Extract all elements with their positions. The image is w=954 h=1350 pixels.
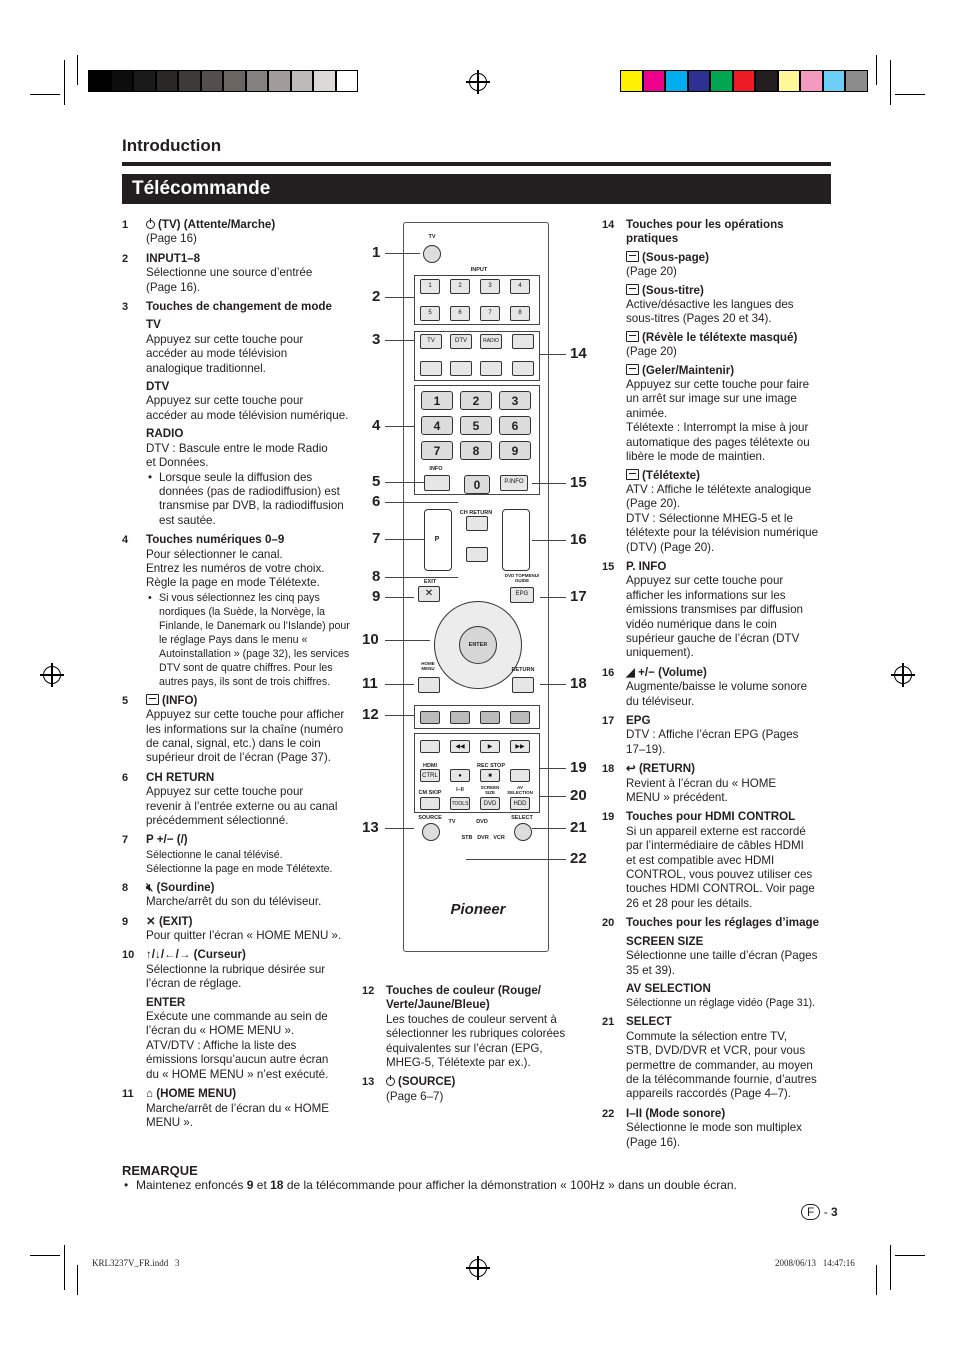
callout-number: 12 <box>362 706 379 723</box>
callout-number: 8 <box>372 568 381 585</box>
dtv-mode-key: DTV <box>450 334 472 349</box>
list-item: 15 P. INFO Appuyez sur cette touche pour afficher les informations sur les émissions transmises par diffusion vidéo numérique dans le coin supérieur gauche de l’écran (DTV uniquement). <box>602 559 803 660</box>
teletext-key <box>512 361 534 376</box>
callout-leader <box>540 768 566 769</box>
blue-key <box>510 711 530 724</box>
digit-key: 3 <box>499 391 531 410</box>
list-item: 22 I–II (Mode sonore) Sélectionne le mode son multiplex (Page 16). <box>602 1106 802 1149</box>
color-swatch <box>688 70 711 92</box>
teletext-icon <box>626 469 639 480</box>
input-key: 2 <box>450 279 470 294</box>
list-item: 19 Touches pour HDMI CONTROL Si un appareil externe est raccordé par l’intermédiaire de câbles HDMI et est compatible avec HDMI CONTROL, vous pouvez utiliser ces touches HDMI CONTROL. Voir page 26 et 28 pour les détails. <box>602 810 815 910</box>
gray-swatch <box>178 70 201 92</box>
page-title: Télécommande <box>122 174 831 204</box>
source-label: SOURCE <box>418 815 442 821</box>
callout-number: 5 <box>372 473 381 490</box>
list-item: 16 ◢ +/− (Volume) Augmente/baisse le volume sonore du téléviseur. <box>602 665 808 708</box>
gray-swatch <box>111 70 134 92</box>
remarque-note: REMARQUE • Maintenez enfoncés 9 et 18 de la télécommande pour afficher la démonstration « 100Hz » dans un double écran. <box>122 1163 737 1192</box>
enter-key: ENTER <box>459 626 497 664</box>
select-vcr-label: VCR <box>493 835 505 841</box>
middle-column <box>362 984 582 1109</box>
i-ii-label: I–II <box>456 787 464 793</box>
input-key: 4 <box>510 279 530 294</box>
list-item: 8 🔇︎ (Sourdine) Marche/arrêt du son du téléviseur. <box>122 880 322 909</box>
return-key <box>512 677 534 693</box>
callout-leader <box>532 540 566 541</box>
digit-key: 0 <box>464 475 490 494</box>
hdmi-label: HDMI <box>422 763 438 769</box>
pinfo-key: P.INFO <box>500 475 528 491</box>
color-swatch <box>845 70 868 92</box>
callout-number: 15 <box>570 474 587 491</box>
home-menu-label: HOME MENU <box>421 661 435 671</box>
pause-key <box>510 769 530 782</box>
input-label: INPUT <box>470 267 488 273</box>
input-key: 3 <box>480 279 500 294</box>
digit-key: 1 <box>421 391 453 410</box>
callout-leader <box>385 297 414 298</box>
stop-key: ■ <box>480 769 500 782</box>
color-swatch <box>778 70 801 92</box>
callout-leader <box>385 640 430 641</box>
mute-icon: 🔇︎ <box>146 880 157 894</box>
input-key: 6 <box>450 306 470 321</box>
callout-leader <box>385 502 458 503</box>
file-info: KRL3237V_FR.indd 3 <box>92 1258 180 1268</box>
list-item: 17 EPG DTV : Affiche l’écran EPG (Pages 17–19). <box>602 714 799 756</box>
callout-leader <box>385 715 414 716</box>
digit-key: 5 <box>460 416 492 435</box>
list-item: 21 SELECT Commute la sélection entre TV, STB, DVD/DVR et VCR, pour vous permettre de commander, au moyen de la télécommande fournie, d’autres appareils raccordés (Page 4–7). <box>602 1015 817 1101</box>
callout-leader <box>385 482 424 483</box>
select-tv-label: TV <box>448 819 456 825</box>
tv-mode-key: TV <box>420 334 442 349</box>
return-label: RETURN <box>511 667 535 673</box>
yellow-key <box>480 711 500 724</box>
input-key: 5 <box>420 306 440 321</box>
subtitle-key <box>420 361 442 376</box>
list-item: 5 (INFO) Appuyez sur cette touche pour afficher les informations sur la chaîne (numéro de canal, signal, etc.) dans le coin supérieur droit de l’écran (Page 37). <box>122 693 345 765</box>
left-column <box>122 218 354 1135</box>
page-number: F - 3 <box>801 1204 851 1220</box>
list-item: 6 CH RETURN Appuyez sur cette touche pour revenir à l’entrée externe ou au canal précédemment sélectionné. <box>122 770 338 827</box>
list-item: 11 ⌂ (HOME MENU) Marche/arrêt de l’écran du « HOME MENU ». <box>122 1087 329 1129</box>
callout-leader <box>385 539 424 540</box>
digit-key: 2 <box>460 391 492 410</box>
hold-icon <box>626 364 639 375</box>
sound-mode-key: TOOLS <box>450 797 470 810</box>
list-item: 4 Touches numériques 0–9 Pour sélectionner le canal. Entrez les numéros de votre choix. Règle la page en mode Télétexte. • Si vous sélectionnez les cinq pays nordiques (la Suède, la Norvège, la Finlande, le Danemark ou l’Islande) pour le réglage Pays dans le menu « Autoinstallation » (page 32), les services DTV sont de quatre chiffres. Pour les autres pays, ils sont de trois chiffres. <box>122 533 354 689</box>
volume-icon: ◢ <box>626 665 639 679</box>
callout-leader <box>385 828 414 829</box>
gray-swatch <box>156 70 179 92</box>
hdmi-power-key <box>420 740 440 753</box>
callout-number: 13 <box>362 819 379 836</box>
gray-swatch <box>88 70 111 92</box>
select-label: SELECT <box>511 815 533 821</box>
power-button <box>423 245 441 263</box>
callout-leader <box>540 796 566 797</box>
gray-swatch <box>336 70 359 92</box>
callout-number: 22 <box>570 850 587 867</box>
digit-key: 7 <box>421 441 453 460</box>
reveal-icon <box>626 331 639 342</box>
callout-number: 17 <box>570 588 587 605</box>
gray-swatch <box>291 70 314 92</box>
av-selection-label: AV SELECTION <box>507 785 533 795</box>
select-button <box>514 823 532 841</box>
gray-swatch <box>246 70 269 92</box>
registration-mark-right <box>894 666 912 684</box>
callout-number: 7 <box>372 530 381 547</box>
list-item: 18 ↩ (RETURN) Revient à l’écran du « HOME MENU » précédent. <box>602 762 777 805</box>
screen-size-key: DVD <box>480 797 500 810</box>
list-item: 12 Touches de couleur (Rouge/ Verte/Jaune/Bleue) Les touches de couleur servent à sélectionner les rubriques colorées équivalentes sur l’écran (EPG, MHEG-5, Télétexte par ex.). <box>362 984 566 1070</box>
play-key: ▶ <box>480 740 500 753</box>
ch-return-key <box>466 516 488 531</box>
exit-key: ✕ <box>418 586 440 602</box>
close-icon: ✕ <box>146 914 159 928</box>
power-icon <box>386 1077 395 1086</box>
reveal-key <box>450 361 472 376</box>
list-item: 14 Touches pour les opérations pratiques (Sous-page) (Page 20) (Sous-titre) Active/désactive les langues des sous-titres (Pages 20 et 34). (Révèle le télétexte masqué) (Page 20) (Geler/Maintenir) Appuyez sur cette touche pour faire un arrêt sur image sur une image animée. Télétexte : Interrompt la mise à jour automatique des pages télétexte ou libère le mode de maintien. (Télétexte) ATV : Affiche le télétexte analogique (Page 20). DTV : Sélectionne MHEG-5 et le télétexte pour la télévision numérique (DTV) (Page 20). <box>602 218 819 554</box>
gray-swatch <box>223 70 246 92</box>
registration-mark-top <box>469 73 487 91</box>
digit-key: 4 <box>421 416 453 435</box>
ctrl-key: CTRL <box>420 769 440 782</box>
select-stb-label: STB <box>461 835 473 841</box>
callout-number: 10 <box>362 631 379 648</box>
ch-return-label: CH RETURN <box>459 510 493 516</box>
list-item: 1 (TV) (Attente/Marche) (Page 16) <box>122 218 276 246</box>
source-button <box>422 823 440 841</box>
right-column <box>602 218 834 1155</box>
color-swatch <box>755 70 778 92</box>
radio-mode-key: RADIO <box>480 334 502 349</box>
list-item: 2 INPUT1–8 Sélectionne une source d’entrée (Page 16). <box>122 251 313 294</box>
info-icon <box>146 694 159 705</box>
callout-number: 16 <box>570 531 587 548</box>
print-date: 2008/06/13 14:47:16 <box>775 1258 855 1268</box>
green-key <box>450 711 470 724</box>
red-key <box>420 711 440 724</box>
input-key: 1 <box>420 279 440 294</box>
callout-number: 1 <box>372 244 381 261</box>
callout-number: 18 <box>570 675 587 692</box>
callout-number: 6 <box>372 493 381 510</box>
callout-number: 19 <box>570 759 587 776</box>
callout-leader <box>385 684 414 685</box>
callout-number: 9 <box>372 588 381 605</box>
dvd-topmenu-label: DVD TOPMENU/ GUIDE <box>504 573 540 583</box>
mute-key <box>466 547 488 562</box>
color-swatch <box>823 70 846 92</box>
callout-leader <box>532 483 566 484</box>
rewind-key: ◀◀ <box>450 740 470 753</box>
callout-leader <box>532 828 566 829</box>
callout-number: 14 <box>570 345 587 362</box>
list-item: 9 ✕ (EXIT) Pour quitter l’écran « HOME MENU ». <box>122 914 342 943</box>
callout-leader <box>385 340 414 341</box>
list-item: 3 Touches de changement de mode TV Appuyez sur cette touche pour accéder au mode télévision analogique traditionnel. DTV Appuyez sur cette touche pour accéder au mode télévision numérique. RADIO DTV : Bascule entre le mode Radio et Données. • Lorsque seule la diffusion des données (pas de radiodiffusion) est transmise par DVB, la radiodiffusion est sautée. <box>122 300 354 528</box>
pioneer-logo: Pioneer <box>450 901 506 918</box>
info-key <box>424 475 450 491</box>
info-label: INFO <box>429 466 443 472</box>
callout-leader <box>466 859 566 860</box>
cm-skip-key <box>420 797 440 810</box>
registration-mark-left <box>43 666 61 684</box>
callout-leader <box>385 577 458 578</box>
callout-leader <box>540 597 566 598</box>
subtitle-icon <box>626 284 639 295</box>
callout-leader <box>385 426 414 427</box>
digit-key: 9 <box>499 441 531 460</box>
epg-key: EPG <box>510 587 534 603</box>
p-label: P <box>434 536 440 543</box>
callout-number: 21 <box>570 819 587 836</box>
gray-swatch <box>313 70 336 92</box>
forward-key: ▶▶ <box>510 740 530 753</box>
input-key: 8 <box>510 306 530 321</box>
subpage-icon <box>626 251 639 262</box>
remarque-title: REMARQUE <box>122 1163 198 1178</box>
select-dvr-label: DVR <box>477 835 489 841</box>
section-title: Introduction <box>122 136 222 155</box>
header-rule <box>122 162 831 166</box>
color-swatch <box>800 70 823 92</box>
digit-key: 8 <box>460 441 492 460</box>
digit-key: 6 <box>499 416 531 435</box>
gray-swatch <box>268 70 291 92</box>
cm-skip-label: CM SKIP <box>418 790 442 796</box>
callout-leader <box>385 597 414 598</box>
record-key: ● <box>450 769 470 782</box>
color-swatch <box>665 70 688 92</box>
select-dvd-label: DVD <box>476 819 488 825</box>
callout-leader <box>540 354 566 355</box>
callout-number: 4 <box>372 417 381 434</box>
callout-number: 11 <box>362 675 378 692</box>
registration-mark-bottom <box>469 1259 487 1277</box>
color-swatch <box>733 70 756 92</box>
remote-control-illustration <box>403 222 549 952</box>
home-icon: ⌂ <box>146 1087 157 1101</box>
volume-rocker <box>502 509 530 571</box>
screen-size-label: SCREEN SIZE <box>480 785 500 795</box>
exit-label: EXIT <box>423 579 437 585</box>
callout-number: 3 <box>372 331 381 348</box>
list-item: 20 Touches pour les réglages d’image SCREEN SIZE Sélectionne une taille d’écran (Pages 35 et 39). AV SELECTION Sélectionne un réglage vidéo (Page 31). <box>602 916 820 1010</box>
power-icon <box>146 220 155 229</box>
rec-stop-label: REC STOP <box>476 763 505 769</box>
list-item: 7 P +/− (/) Sélectionne le canal télévisé. Sélectionne la page en mode Télétexte. <box>122 833 333 875</box>
list-item: 13 (SOURCE) (Page 6–7) <box>362 1075 456 1103</box>
color-swatch <box>643 70 666 92</box>
list-item: 10 ↑/↓/←/→ (Curseur) Sélectionne la rubrique désirée sur l’écran de réglage. ENTER Exécute une commande au sein de l’écran du « HOME MENU ». ATV/DTV : Affiche la liste des émissions lorsqu’aucun autre écran du « HOME MENU » n’est exécuté. <box>122 948 329 1081</box>
callout-leader <box>540 684 566 685</box>
return-icon: ↩ <box>626 762 639 776</box>
av-selection-key: HDD <box>510 797 530 810</box>
callout-number: 20 <box>570 787 587 804</box>
home-menu-key <box>418 677 440 693</box>
hold-key <box>480 361 502 376</box>
subpage-key <box>512 334 534 349</box>
color-swatch <box>620 70 643 92</box>
callout-number: 2 <box>372 288 381 305</box>
gray-swatch <box>133 70 156 92</box>
color-swatch <box>710 70 733 92</box>
input-key: 7 <box>480 306 500 321</box>
gray-swatch <box>201 70 224 92</box>
callout-leader <box>385 253 420 254</box>
tv-label: TV <box>428 234 436 240</box>
